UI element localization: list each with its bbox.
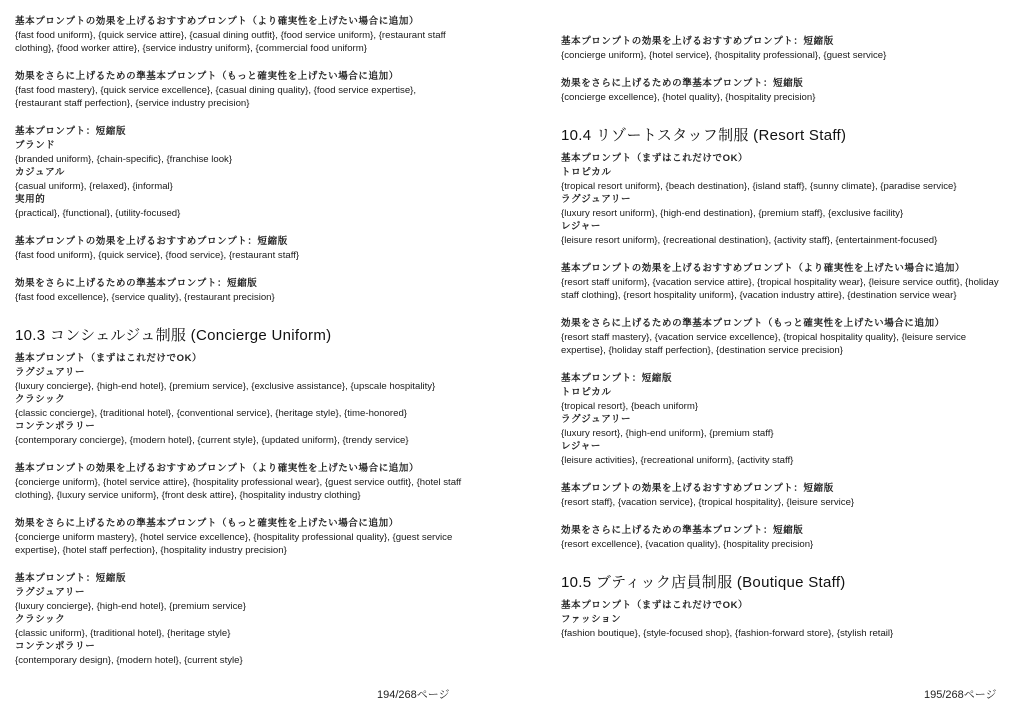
block-label: 基本プロンプトの効果を上げるおすすめプロンプト：短縮版 <box>561 36 834 47</box>
basic-prompt-block <box>561 599 1011 640</box>
section-heading: 10.5 ブティック店員制服 (Boutique Staff) <box>561 574 846 591</box>
prompt-text: {tropical resort}, {beach uniform} <box>561 401 699 412</box>
category-label: ブランド <box>15 140 56 151</box>
short-recommended-prompt-block <box>561 482 1011 509</box>
block-label: 基本プロンプトの効果を上げるおすすめプロンプト（より確実性を上げたい場合に追加） <box>15 463 420 474</box>
category-label: ラグジュアリー <box>15 587 86 598</box>
page-number: 195/268ページ <box>924 689 997 701</box>
prompt-text: {fast food excellence}, {service quality}, {restaurant precision} <box>15 292 275 303</box>
short-recommended-prompt-block <box>15 235 465 262</box>
section-heading: 10.3 コンシェルジュ制服 (Concierge Uniform) <box>15 327 332 344</box>
category-label: 実用的 <box>15 194 46 205</box>
category-label: ファッション <box>561 614 622 625</box>
prompt-text: {contemporary design}, {modern hotel}, {current style} <box>15 655 243 666</box>
block-label: 基本プロンプト：短縮版 <box>561 373 673 384</box>
category-label: クラシック <box>15 394 66 405</box>
semi-basic-prompt-block <box>15 517 465 557</box>
prompt-text: {fashion boutique}, {style-focused shop}, {fashion-forward store}, {stylish retail} <box>561 628 894 639</box>
block-label: 効果をさらに上げるための準基本プロンプト：短縮版 <box>15 278 258 289</box>
basic-prompt-block <box>15 352 465 447</box>
category-label: ラグジュアリー <box>561 414 632 425</box>
recommended-prompt-block <box>15 15 465 55</box>
short-basic-prompt-block <box>15 572 465 667</box>
semi-basic-prompt-block <box>561 317 1011 357</box>
prompt-text: {luxury concierge}, {high-end hotel}, {premium service}, {exclusive assistance}, {upscale hospitality} <box>15 381 436 392</box>
block-label: 基本プロンプト（まずはこれだけでOK） <box>561 600 749 611</box>
block-label: 基本プロンプト（まずはこれだけでOK） <box>561 153 749 164</box>
prompt-text: {concierge excellence}, {hotel quality}, {hospitality precision} <box>561 92 816 103</box>
prompt-text: {luxury concierge}, {high-end hotel}, {premium service} <box>15 601 246 612</box>
block-label: 基本プロンプトの効果を上げるおすすめプロンプト（より確実性を上げたい場合に追加） <box>15 16 420 27</box>
category-label: コンテンポラリー <box>15 421 96 432</box>
category-label: ラグジュアリー <box>561 194 632 205</box>
prompt-text: {tropical resort uniform}, {beach destination}, {island staff}, {sunny climate}, {paradise service} <box>561 181 957 192</box>
short-recommended-prompt-block <box>561 35 1011 62</box>
prompt-text: {practical}, {functional}, {utility-focused} <box>15 208 181 219</box>
block-label: 効果をさらに上げるための準基本プロンプト（もっと確実性を上げたい場合に追加） <box>561 318 945 329</box>
block-label: 基本プロンプトの効果を上げるおすすめプロンプト（より確実性を上げたい場合に追加） <box>561 263 966 274</box>
prompt-text: {concierge uniform mastery}, {hotel service excellence}, {hospitality professional quality}, {guest service expertise}, {hotel staff perfection}, {hospitality industry precision} <box>15 532 453 556</box>
block-label: 効果をさらに上げるための準基本プロンプト（もっと確実性を上げたい場合に追加） <box>15 71 399 82</box>
recommended-prompt-block <box>561 262 1011 302</box>
block-label: 基本プロンプトの効果を上げるおすすめプロンプト：短縮版 <box>15 236 288 247</box>
category-label: レジャー <box>561 221 601 232</box>
prompt-text: {classic concierge}, {traditional hotel}, {conventional service}, {heritage style}, {time-honored} <box>15 408 407 419</box>
page-number: 194/268ページ <box>377 689 450 701</box>
prompt-text: {luxury resort}, {high-end uniform}, {premium staff} <box>561 428 774 439</box>
short-semi-basic-prompt-block <box>561 77 1011 104</box>
prompt-text: {casual uniform}, {relaxed}, {informal} <box>15 181 173 192</box>
section-heading: 10.4 リゾートスタッフ制服 (Resort Staff) <box>561 127 847 144</box>
block-label: 効果をさらに上げるための準基本プロンプト（もっと確実性を上げたい場合に追加） <box>15 518 399 529</box>
prompt-text: {concierge uniform}, {hotel service attire}, {hospitality professional wear}, {guest service outfit}, {hotel staff clothing}, {luxury service uniform}, {front desk attire}, {hospitality industry clothing} <box>15 477 462 501</box>
prompt-text: {branded uniform}, {chain-specific}, {franchise look} <box>15 154 233 165</box>
prompt-text: {leisure activities}, {recreational uniform}, {activity staff} <box>561 455 794 466</box>
prompt-text: {fast food uniform}, {quick service attire}, {casual dining outfit}, {food service uniform}, {restaurant staff clothing}, {food worker attire}, {service industry uniform}, {commercial food uniform} <box>15 30 446 54</box>
prompt-text: {resort staff uniform}, {vacation service attire}, {tropical hospitality wear}, {leisure service outfit}, {holiday staff clothing}, {resort hospitality uniform}, {vacation industry attire}, {destination service wear} <box>561 277 999 301</box>
prompt-text: {fast food mastery}, {quick service excellence}, {casual dining quality}, {food service expertise}, {restaurant staff perfection}, {service industry precision} <box>15 85 417 109</box>
right-page <box>512 0 1024 712</box>
short-basic-prompt-block <box>15 125 465 220</box>
prompt-text: {resort staff}, {vacation service}, {tropical hospitality}, {leisure service} <box>561 497 855 508</box>
short-semi-basic-prompt-block <box>15 277 465 304</box>
short-basic-prompt-block <box>561 372 1011 467</box>
category-label: コンテンポラリー <box>15 641 96 652</box>
basic-prompt-block <box>561 152 1011 247</box>
block-label: 基本プロンプトの効果を上げるおすすめプロンプト：短縮版 <box>561 483 834 494</box>
semi-basic-prompt-block <box>15 70 465 110</box>
category-label: カジュアル <box>15 167 65 178</box>
prompt-text: {luxury resort uniform}, {high-end destination}, {premium staff}, {exclusive facility} <box>561 208 904 219</box>
category-label: レジャー <box>561 441 601 452</box>
block-label: 基本プロンプト：短縮版 <box>15 573 127 584</box>
short-semi-basic-prompt-block <box>561 524 1011 551</box>
category-label: ラグジュアリー <box>15 367 86 378</box>
block-label: 効果をさらに上げるための準基本プロンプト：短縮版 <box>561 78 804 89</box>
prompt-text: {leisure resort uniform}, {recreational destination}, {activity staff}, {entertainment-focused} <box>561 235 938 246</box>
right-page-content <box>561 35 1011 640</box>
prompt-text: {fast food uniform}, {quick service}, {food service}, {restaurant staff} <box>15 250 300 261</box>
prompt-text: {classic uniform}, {traditional hotel}, {heritage style} <box>15 628 231 639</box>
left-page-content <box>15 15 465 667</box>
prompt-text: {contemporary concierge}, {modern hotel}, {current style}, {updated uniform}, {trendy service} <box>15 435 409 446</box>
prompt-text: {concierge uniform}, {hotel service}, {hospitality professional}, {guest service} <box>561 50 887 61</box>
block-label: 基本プロンプト（まずはこれだけでOK） <box>15 353 203 364</box>
block-label: 効果をさらに上げるための準基本プロンプト：短縮版 <box>561 525 804 536</box>
block-label: 基本プロンプト：短縮版 <box>15 126 127 137</box>
category-label: クラシック <box>15 614 66 625</box>
recommended-prompt-block <box>15 462 465 502</box>
prompt-text: {resort excellence}, {vacation quality}, {hospitality precision} <box>561 539 814 550</box>
prompt-text: {resort staff mastery}, {vacation service excellence}, {tropical hospitality quality}, {leisure service expertise}, {holiday staff perfection}, {destination service precision} <box>561 332 967 356</box>
category-label: トロピカル <box>561 167 612 178</box>
category-label: トロピカル <box>561 387 612 398</box>
